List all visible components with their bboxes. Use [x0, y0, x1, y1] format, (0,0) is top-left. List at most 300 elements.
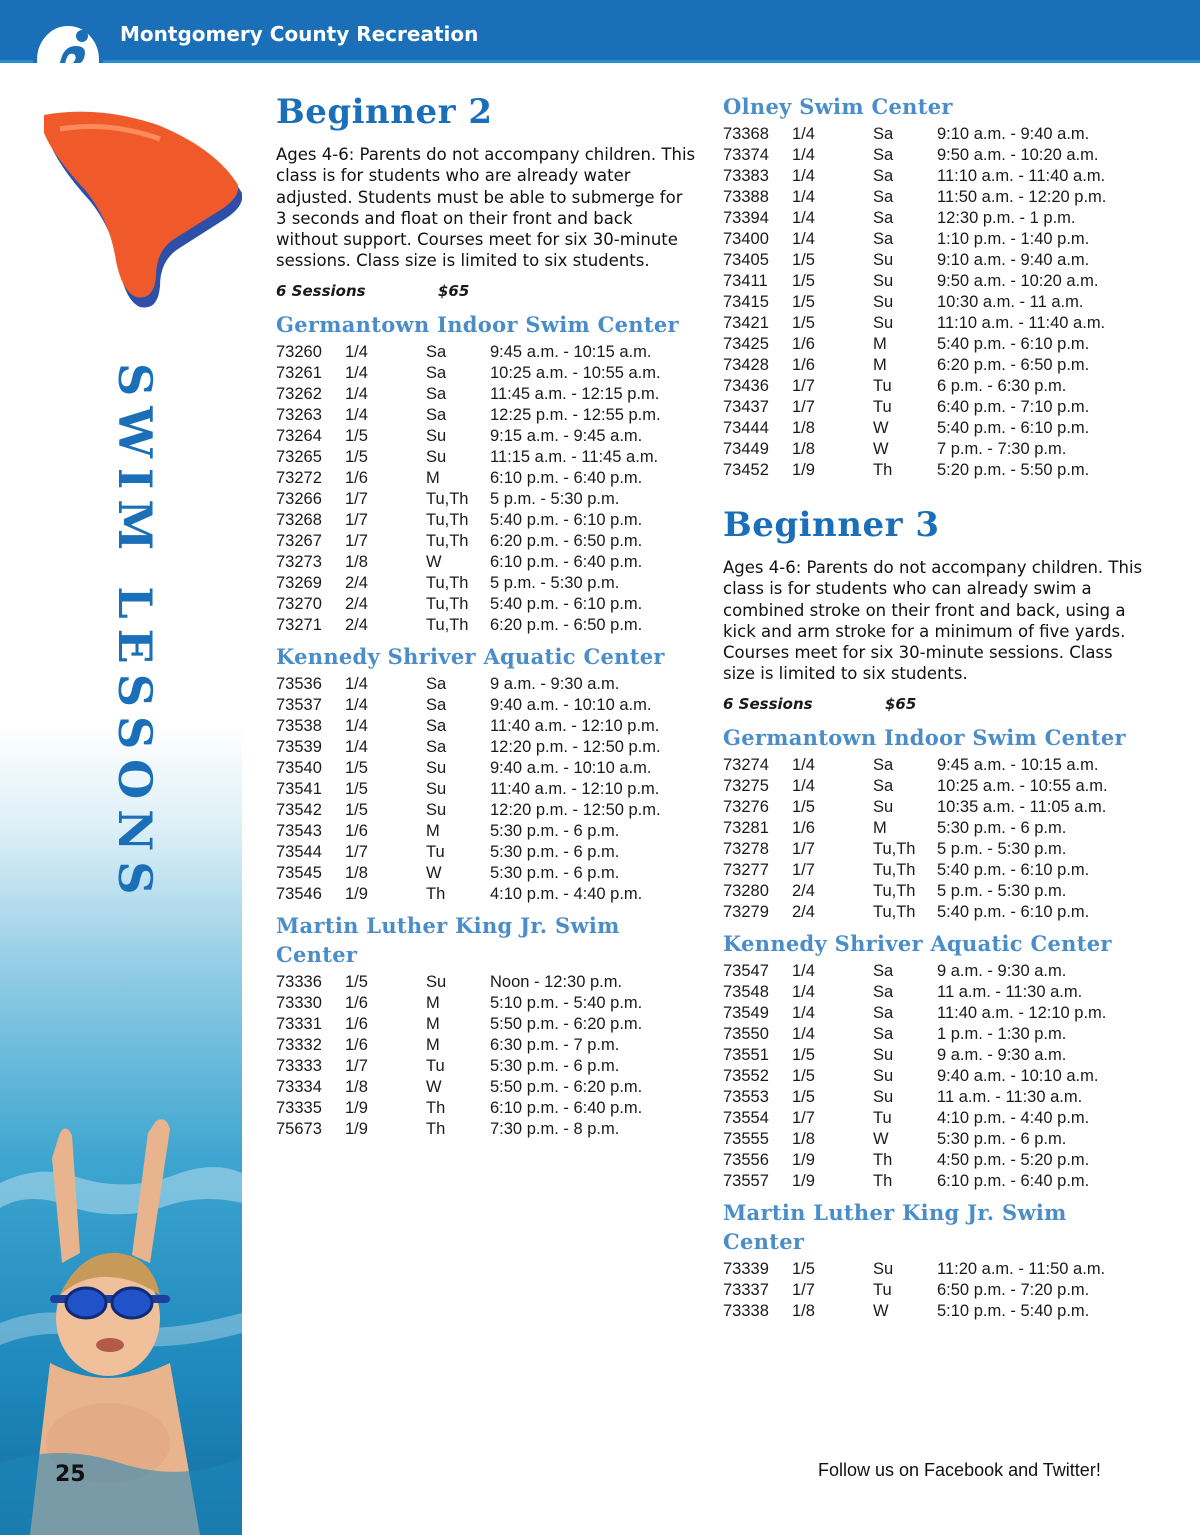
- sessions-count: 6 Sessions: [723, 694, 813, 713]
- table-row: [276, 716, 661, 737]
- table-row: [276, 821, 661, 842]
- course-id-cell: 73538: [276, 716, 322, 735]
- course-id-cell: 73394: [723, 209, 769, 227]
- day-cell: Sa: [426, 363, 447, 382]
- day-cell: Su: [426, 779, 447, 798]
- start-date-cell: 1/7: [345, 489, 368, 508]
- time-cell: 5:20 p.m. - 5:50 p.m.: [937, 461, 1090, 479]
- day-cell: Tu,Th: [873, 839, 916, 858]
- course-id-cell: 73388: [723, 188, 769, 206]
- time-cell: 6:20 p.m. - 6:50 p.m.: [490, 615, 643, 634]
- course-id-cell: 73262: [276, 384, 322, 403]
- start-date-cell: 1/5: [792, 1087, 815, 1106]
- center-heading: Martin Luther King Jr. Swim Center: [276, 912, 620, 967]
- start-date-cell: 1/5: [345, 758, 368, 777]
- time-cell: 11:15 a.m. - 11:45 a.m.: [490, 447, 659, 466]
- day-cell: Su: [426, 426, 447, 445]
- time-cell: 5:30 p.m. - 6 p.m.: [490, 863, 620, 882]
- day-cell: Su: [873, 272, 894, 290]
- day-cell: Tu,Th: [426, 510, 469, 529]
- course-id-cell: 73555: [723, 1129, 769, 1148]
- day-cell: Th: [873, 461, 893, 479]
- time-cell: 11:10 a.m. - 11:40 a.m.: [937, 167, 1106, 185]
- course-id-cell: 73415: [723, 293, 769, 311]
- start-date-cell: 2/4: [792, 881, 815, 900]
- day-cell: Tu: [873, 398, 892, 416]
- start-date-cell: 1/8: [345, 863, 368, 882]
- day-cell: W: [426, 863, 442, 882]
- course-id-cell: 73267: [276, 531, 322, 550]
- time-cell: 12:20 p.m. - 12:50 p.m.: [490, 800, 661, 819]
- course-id-cell: 73549: [723, 1003, 769, 1022]
- day-cell: Sa: [873, 125, 894, 143]
- time-cell: 11:20 a.m. - 11:50 a.m.: [937, 1259, 1106, 1278]
- table-row: [276, 1119, 642, 1140]
- day-cell: Sa: [873, 982, 894, 1001]
- day-cell: Sa: [873, 167, 894, 185]
- table-row: [723, 334, 1106, 355]
- day-cell: Tu: [426, 842, 445, 861]
- table-row: [723, 1280, 1105, 1301]
- start-date-cell: 1/4: [792, 961, 815, 980]
- course-id-cell: 73339: [723, 1259, 769, 1278]
- day-cell: Su: [426, 972, 447, 991]
- course-id-cell: 73547: [723, 961, 769, 980]
- course-id-cell: 73269: [276, 573, 322, 592]
- start-date-cell: 1/8: [345, 552, 368, 571]
- course-id-cell: 73546: [276, 884, 322, 903]
- child-swimmer-image: [0, 1063, 242, 1535]
- day-cell: Sa: [426, 737, 447, 756]
- table-row: [723, 839, 1108, 860]
- time-cell: 11:40 a.m. - 12:10 p.m.: [490, 779, 660, 798]
- time-cell: 4:10 p.m. - 4:40 p.m.: [937, 1108, 1090, 1127]
- time-cell: 12:25 p.m. - 12:55 p.m.: [490, 405, 661, 424]
- start-date-cell: 1/5: [792, 293, 815, 311]
- course-id-cell: 73279: [723, 902, 769, 921]
- schedule-block: [276, 310, 696, 636]
- day-cell: Tu,Th: [873, 902, 916, 921]
- day-cell: Sa: [873, 209, 894, 227]
- start-date-cell: 1/5: [792, 1066, 815, 1085]
- time-cell: 6:50 p.m. - 7:20 p.m.: [937, 1280, 1090, 1299]
- course-id-cell: 73336: [276, 972, 322, 991]
- start-date-cell: 1/4: [792, 755, 815, 774]
- day-cell: W: [426, 552, 442, 571]
- table-row: [723, 881, 1108, 902]
- course-id-cell: 73263: [276, 405, 322, 424]
- course-id-cell: 73444: [723, 419, 769, 437]
- start-date-cell: 1/9: [345, 1119, 368, 1138]
- center-heading: Kennedy Shriver Aquatic Center: [276, 643, 665, 669]
- table-row: [723, 418, 1106, 439]
- center-heading: Germantown Indoor Swim Center: [723, 724, 1126, 750]
- time-cell: 6:20 p.m. - 6:50 p.m.: [937, 356, 1090, 374]
- start-date-cell: 1/9: [792, 461, 815, 479]
- start-date-cell: 1/5: [792, 272, 815, 290]
- start-date-cell: 1/7: [345, 531, 368, 550]
- start-date-cell: 1/5: [345, 779, 368, 798]
- start-date-cell: 1/5: [792, 314, 815, 332]
- schedule-block: [723, 1198, 1143, 1322]
- beginner2-sessions-price: [276, 280, 696, 302]
- time-cell: 11 a.m. - 11:30 a.m.: [937, 1087, 1083, 1106]
- time-cell: 9:45 a.m. - 10:15 a.m.: [490, 342, 652, 361]
- day-cell: W: [873, 1301, 889, 1320]
- table-row: [723, 124, 1106, 145]
- table-row: [276, 1077, 642, 1098]
- day-cell: W: [873, 1129, 889, 1148]
- start-date-cell: 1/4: [345, 737, 368, 756]
- course-id-cell: 73405: [723, 251, 769, 269]
- course-id-cell: 73436: [723, 377, 769, 395]
- time-cell: 5:50 p.m. - 6:20 p.m.: [490, 1077, 643, 1096]
- day-cell: Su: [873, 797, 894, 816]
- time-cell: 5 p.m. - 5:30 p.m.: [937, 839, 1067, 858]
- table-row: [723, 1301, 1105, 1322]
- day-cell: Sa: [426, 674, 447, 693]
- table-row: [723, 1087, 1106, 1108]
- table-row: [276, 510, 661, 531]
- time-cell: 9:10 a.m. - 9:40 a.m.: [937, 125, 1090, 143]
- start-date-cell: 1/6: [792, 818, 815, 837]
- day-cell: Su: [426, 758, 447, 777]
- table-row: [276, 842, 661, 863]
- course-id-cell: 73550: [723, 1024, 769, 1043]
- day-cell: Th: [426, 1098, 446, 1117]
- time-cell: 5:40 p.m. - 6:10 p.m.: [937, 335, 1090, 353]
- start-date-cell: 1/4: [345, 695, 368, 714]
- time-cell: 11:40 a.m. - 12:10 p.m.: [490, 716, 660, 735]
- day-cell: M: [426, 821, 440, 840]
- time-cell: 6:10 p.m. - 6:40 p.m.: [937, 1171, 1090, 1190]
- course-id-cell: 73428: [723, 356, 769, 374]
- time-cell: 6:10 p.m. - 6:40 p.m.: [490, 1098, 643, 1117]
- start-date-cell: 1/4: [792, 1003, 815, 1022]
- course-id-cell: 73537: [276, 695, 322, 714]
- price: $65: [885, 694, 917, 713]
- course-id-cell: 73275: [723, 776, 769, 795]
- course-id-cell: 73437: [723, 398, 769, 416]
- course-id-cell: 73276: [723, 797, 769, 816]
- course-id-cell: 73542: [276, 800, 322, 819]
- course-id-cell: 73400: [723, 230, 769, 248]
- swim-lessons-title: SWIM LESSONS: [108, 363, 162, 905]
- time-cell: 10:25 a.m. - 10:55 a.m.: [937, 776, 1108, 795]
- start-date-cell: 1/5: [792, 251, 815, 269]
- table-row: [276, 615, 661, 636]
- start-date-cell: 1/7: [345, 510, 368, 529]
- time-cell: 5:40 p.m. - 6:10 p.m.: [937, 419, 1090, 437]
- table-row: [276, 489, 661, 510]
- start-date-cell: 1/9: [345, 884, 368, 903]
- center-heading: Kennedy Shriver Aquatic Center: [723, 930, 1112, 956]
- course-id-cell: 73543: [276, 821, 322, 840]
- day-cell: Su: [873, 251, 894, 269]
- table-row: [276, 972, 642, 993]
- table-row: [276, 468, 661, 489]
- course-id-cell: 73261: [276, 363, 322, 382]
- course-id-cell: 73332: [276, 1035, 322, 1054]
- time-cell: 7 p.m. - 7:30 p.m.: [937, 440, 1067, 458]
- start-date-cell: 1/6: [792, 335, 815, 353]
- course-id-cell: 73552: [723, 1066, 769, 1085]
- table-row: [276, 447, 661, 468]
- time-cell: 6:10 p.m. - 6:40 p.m.: [490, 552, 643, 571]
- start-date-cell: 1/5: [792, 1259, 815, 1278]
- table-row: [723, 818, 1108, 839]
- schedule-table: [723, 124, 1106, 481]
- schedule-table: [276, 972, 642, 1140]
- table-row: [276, 779, 661, 800]
- time-cell: 5:30 p.m. - 6 p.m.: [937, 818, 1067, 837]
- course-id-cell: 73272: [276, 468, 322, 487]
- beginner3-description: Ages 4-6: Parents do not accompany children. This class is for students who can already swim a combined stroke on their front and back, using a kick and arm stroke for a minimum of five yards. Courses meet for six 30-minute sessions. Class size is limited to six students.: [723, 558, 1143, 684]
- day-cell: Sa: [873, 1003, 894, 1022]
- course-id-cell: 73281: [723, 818, 769, 837]
- day-cell: Sa: [873, 776, 894, 795]
- course-id-cell: 73266: [276, 489, 322, 508]
- table-row: [723, 397, 1106, 418]
- time-cell: 5:10 p.m. - 5:40 p.m.: [937, 1301, 1090, 1320]
- schedule-block: [276, 911, 696, 1140]
- time-cell: 9:40 a.m. - 10:10 a.m.: [490, 758, 652, 777]
- table-row: [723, 1171, 1106, 1192]
- start-date-cell: 1/6: [345, 821, 368, 840]
- start-date-cell: 1/4: [345, 405, 368, 424]
- table-row: [276, 594, 661, 615]
- time-cell: 10:30 a.m. - 11 a.m.: [937, 293, 1084, 311]
- course-id-cell: 73264: [276, 426, 322, 445]
- time-cell: 9:40 a.m. - 10:10 a.m.: [937, 1066, 1099, 1085]
- time-cell: 9:15 a.m. - 9:45 a.m.: [490, 426, 643, 445]
- table-row: [276, 363, 661, 384]
- schedule-table: [723, 961, 1106, 1192]
- start-date-cell: 1/9: [792, 1150, 815, 1169]
- day-cell: Su: [873, 1045, 894, 1064]
- day-cell: Tu,Th: [426, 531, 469, 550]
- day-cell: Su: [426, 447, 447, 466]
- start-date-cell: 1/4: [792, 230, 815, 248]
- time-cell: 6:30 p.m. - 7 p.m.: [490, 1035, 620, 1054]
- schedule-table: [723, 755, 1108, 923]
- table-row: [276, 993, 642, 1014]
- day-cell: M: [873, 818, 887, 837]
- day-cell: W: [426, 1077, 442, 1096]
- course-id-cell: 73260: [276, 342, 322, 361]
- time-cell: 5:40 p.m. - 6:10 p.m.: [937, 860, 1090, 879]
- day-cell: Tu,Th: [426, 573, 469, 592]
- kickboard-icon: [40, 111, 242, 321]
- start-date-cell: 1/7: [792, 1280, 815, 1299]
- day-cell: Su: [873, 293, 894, 311]
- course-id-cell: 73548: [723, 982, 769, 1001]
- time-cell: 5:30 p.m. - 6 p.m.: [490, 821, 620, 840]
- day-cell: M: [426, 993, 440, 1012]
- table-row: [276, 800, 661, 821]
- course-id-cell: 73273: [276, 552, 322, 571]
- course-id-cell: 73330: [276, 993, 322, 1012]
- table-row: [723, 229, 1106, 250]
- course-id-cell: 73383: [723, 167, 769, 185]
- day-cell: Sa: [873, 146, 894, 164]
- time-cell: 12:20 p.m. - 12:50 p.m.: [490, 737, 661, 756]
- day-cell: Sa: [873, 230, 894, 248]
- time-cell: 9:10 a.m. - 9:40 a.m.: [937, 251, 1090, 269]
- table-row: [276, 426, 661, 447]
- start-date-cell: 1/7: [792, 860, 815, 879]
- table-row: [723, 1045, 1106, 1066]
- center-heading: Germantown Indoor Swim Center: [276, 311, 679, 337]
- table-row: [276, 342, 661, 363]
- beginner2-title: Beginner 2: [276, 92, 493, 132]
- day-cell: M: [426, 1014, 440, 1033]
- day-cell: Tu: [426, 1056, 445, 1075]
- start-date-cell: 1/5: [345, 426, 368, 445]
- time-cell: 9:45 a.m. - 10:15 a.m.: [937, 755, 1099, 774]
- course-id-cell: 73270: [276, 594, 322, 613]
- day-cell: Sa: [873, 1024, 894, 1043]
- day-cell: Th: [873, 1150, 893, 1169]
- start-date-cell: 1/6: [345, 468, 368, 487]
- table-row: [723, 376, 1106, 397]
- start-date-cell: 1/4: [345, 674, 368, 693]
- course-id-cell: 73554: [723, 1108, 769, 1127]
- day-cell: Sa: [426, 695, 447, 714]
- day-cell: M: [426, 1035, 440, 1054]
- course-id-cell: 73271: [276, 615, 322, 634]
- course-id-cell: 73540: [276, 758, 322, 777]
- start-date-cell: 1/4: [345, 384, 368, 403]
- start-date-cell: 1/4: [345, 342, 368, 361]
- schedule-block: [723, 723, 1143, 923]
- price: $65: [438, 281, 470, 300]
- schedule-table: [276, 674, 661, 905]
- start-date-cell: 1/7: [792, 1108, 815, 1127]
- day-cell: Tu,Th: [873, 881, 916, 900]
- table-row: [276, 674, 661, 695]
- time-cell: 9:50 a.m. - 10:20 a.m.: [937, 272, 1099, 290]
- start-date-cell: 1/5: [792, 797, 815, 816]
- start-date-cell: 1/7: [792, 398, 815, 416]
- time-cell: 7:30 p.m. - 8 p.m.: [490, 1119, 620, 1138]
- start-date-cell: 1/8: [792, 1301, 815, 1320]
- table-row: [276, 884, 661, 905]
- time-cell: 6:10 p.m. - 6:40 p.m.: [490, 468, 643, 487]
- time-cell: 9 a.m. - 9:30 a.m.: [937, 1045, 1067, 1064]
- course-id-cell: 75673: [276, 1119, 322, 1138]
- start-date-cell: 1/4: [792, 209, 815, 227]
- table-row: [723, 439, 1106, 460]
- day-cell: Tu,Th: [426, 615, 469, 634]
- start-date-cell: 1/4: [345, 363, 368, 382]
- course-id-cell: 73265: [276, 447, 322, 466]
- table-row: [276, 384, 661, 405]
- table-row: [723, 961, 1106, 982]
- start-date-cell: 1/4: [792, 1024, 815, 1043]
- table-row: [723, 271, 1106, 292]
- course-id-cell: 73411: [723, 272, 768, 290]
- table-row: [276, 1014, 642, 1035]
- start-date-cell: 1/8: [345, 1077, 368, 1096]
- day-cell: W: [873, 440, 889, 458]
- table-row: [723, 797, 1108, 818]
- table-row: [276, 573, 661, 594]
- time-cell: 5:30 p.m. - 6 p.m.: [490, 842, 620, 861]
- start-date-cell: 1/7: [345, 1056, 368, 1075]
- day-cell: Sa: [426, 384, 447, 403]
- time-cell: 11:10 a.m. - 11:40 a.m.: [937, 314, 1106, 332]
- schedule-table: [723, 1259, 1105, 1322]
- course-id-cell: 73421: [723, 314, 769, 332]
- day-cell: Su: [873, 314, 894, 332]
- start-date-cell: 1/6: [792, 356, 815, 374]
- start-date-cell: 1/4: [792, 167, 815, 185]
- time-cell: 5:30 p.m. - 6 p.m.: [490, 1056, 620, 1075]
- table-row: [276, 1098, 642, 1119]
- start-date-cell: 1/4: [792, 125, 815, 143]
- course-id-cell: 73539: [276, 737, 322, 756]
- course-id-cell: 73545: [276, 863, 322, 882]
- time-cell: 4:10 p.m. - 4:40 p.m.: [490, 884, 643, 903]
- start-date-cell: 1/8: [792, 1129, 815, 1148]
- table-row: [276, 405, 661, 426]
- start-date-cell: 1/4: [792, 188, 815, 206]
- time-cell: 10:35 a.m. - 11:05 a.m.: [937, 797, 1107, 816]
- course-id-cell: 73268: [276, 510, 322, 529]
- social-footer: Follow us on Facebook and Twitter!: [818, 1460, 1101, 1480]
- table-row: [723, 1150, 1106, 1171]
- start-date-cell: 1/5: [345, 447, 368, 466]
- start-date-cell: 1/4: [792, 776, 815, 795]
- brand-name: Montgomery County Recreation: [120, 22, 479, 46]
- schedule-block: [276, 642, 696, 905]
- day-cell: Sa: [426, 405, 447, 424]
- day-cell: Tu: [873, 377, 892, 395]
- start-date-cell: 1/4: [792, 146, 815, 164]
- time-cell: 5 p.m. - 5:30 p.m.: [937, 881, 1067, 900]
- table-row: [723, 1003, 1106, 1024]
- course-id-cell: 73337: [723, 1280, 769, 1299]
- day-cell: Th: [426, 884, 446, 903]
- time-cell: 6:40 p.m. - 7:10 p.m.: [937, 398, 1090, 416]
- right-column: [723, 92, 1143, 1322]
- time-cell: 11 a.m. - 11:30 a.m.: [937, 982, 1083, 1001]
- time-cell: 5:40 p.m. - 6:10 p.m.: [490, 510, 643, 529]
- left-photo-strip: [0, 63, 242, 1535]
- start-date-cell: 1/9: [792, 1171, 815, 1190]
- start-date-cell: 1/4: [792, 982, 815, 1001]
- table-row: [276, 1056, 642, 1077]
- time-cell: 11:50 a.m. - 12:20 p.m.: [937, 188, 1107, 206]
- time-cell: 9:40 a.m. - 10:10 a.m.: [490, 695, 652, 714]
- time-cell: 11:40 a.m. - 12:10 p.m.: [937, 1003, 1107, 1022]
- beginner3-title: Beginner 3: [723, 505, 940, 545]
- start-date-cell: 2/4: [792, 902, 815, 921]
- time-cell: 5:50 p.m. - 6:20 p.m.: [490, 1014, 643, 1033]
- day-cell: Sa: [873, 188, 894, 206]
- start-date-cell: 1/5: [792, 1045, 815, 1064]
- course-id-cell: 73334: [276, 1077, 322, 1096]
- table-row: [723, 1129, 1106, 1150]
- time-cell: 6:20 p.m. - 6:50 p.m.: [490, 531, 643, 550]
- sessions-count: 6 Sessions: [276, 281, 366, 300]
- start-date-cell: 1/6: [345, 1035, 368, 1054]
- day-cell: Su: [426, 800, 447, 819]
- time-cell: 6 p.m. - 6:30 p.m.: [937, 377, 1067, 395]
- schedule-table: [276, 342, 661, 636]
- time-cell: 5 p.m. - 5:30 p.m.: [490, 489, 620, 508]
